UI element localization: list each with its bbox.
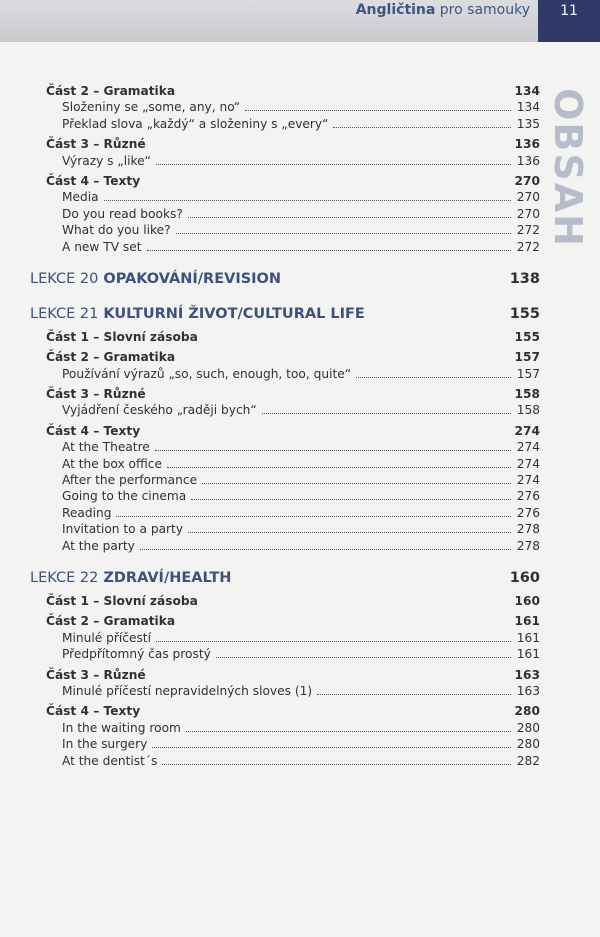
toc-item	[30, 440, 540, 456]
toc-part-page: 136	[514, 137, 540, 152]
toc-item-page: 280	[516, 720, 540, 735]
toc-item-label: In the surgery	[62, 737, 148, 752]
toc-item-page: 276	[516, 505, 540, 520]
lesson-title: KULTURNÍ ŽIVOT/CULTURAL LIFE	[103, 305, 365, 322]
toc-item-page: 274	[516, 456, 540, 471]
header-bar	[0, 0, 600, 42]
toc-item	[30, 457, 540, 473]
toc-part-label: Část 3 – Různé	[46, 137, 146, 152]
toc-part	[30, 350, 540, 366]
toc-part	[30, 387, 540, 403]
toc-item-label: Překlad slova „každý“ a složeniny s „every“	[62, 116, 329, 131]
toc-item	[30, 403, 540, 419]
toc-item-page: 161	[516, 630, 540, 645]
toc-item	[30, 754, 540, 770]
toc-item-label: At the Theatre	[62, 440, 150, 455]
dot-leader	[156, 164, 511, 165]
dot-leader	[356, 377, 511, 378]
toc-item-label: Minulé příčestí nepravidelných sloves (1)	[62, 683, 313, 698]
toc-item-label: In the waiting room	[62, 720, 181, 735]
toc-item	[30, 684, 540, 700]
toc-item-label: Do you read books?	[62, 206, 183, 221]
toc-item-label: Složeniny se „some, any, no“	[62, 100, 241, 115]
contents-side-tab: OBSAH	[546, 88, 590, 248]
lesson-heading	[30, 271, 540, 291]
toc-part-label: Část 2 – Gramatika	[46, 614, 176, 629]
toc-part-label: Část 4 – Texty	[46, 423, 141, 438]
toc-item-label: Minulé příčestí	[62, 630, 151, 645]
book-title: Angličtina pro samouky	[355, 2, 530, 18]
toc-part-page: 280	[514, 704, 540, 719]
toc-part-page: 134	[514, 84, 540, 98]
toc-part-label: Část 3 – Různé	[46, 667, 146, 682]
toc-item-page: 161	[516, 647, 540, 662]
toc-item	[30, 539, 540, 555]
toc-item-label: After the performance	[62, 473, 198, 488]
toc-part	[30, 594, 540, 610]
toc-item-label: Výrazy s „like“	[62, 153, 151, 168]
toc-item-page: 272	[516, 223, 540, 238]
toc-part-page: 157	[514, 350, 540, 365]
dot-leader	[245, 110, 511, 111]
dot-leader	[152, 747, 511, 748]
dot-leader	[104, 200, 511, 201]
toc-part-label: Část 4 – Texty	[46, 704, 141, 719]
toc-item	[30, 207, 540, 223]
toc-item-label: What do you like?	[62, 223, 171, 238]
toc-part-page: 161	[514, 614, 540, 629]
dot-leader	[162, 764, 511, 765]
toc-item-page: 134	[516, 100, 540, 115]
lesson-heading	[30, 570, 540, 590]
toc-item	[30, 506, 540, 522]
toc-item-page: 136	[516, 153, 540, 168]
toc-item-page: 274	[516, 473, 540, 488]
toc-part	[30, 174, 540, 190]
lesson-number: LEKCE 20	[30, 270, 99, 287]
toc-item-page: 274	[516, 440, 540, 455]
toc-item-page: 158	[516, 403, 540, 418]
dot-leader	[202, 483, 511, 484]
dot-leader	[186, 731, 511, 732]
toc-item	[30, 223, 540, 239]
dot-leader	[167, 467, 511, 468]
toc-item-page: 280	[516, 737, 540, 752]
dot-leader	[262, 413, 511, 414]
toc-item-page: 272	[516, 239, 540, 254]
toc-item	[30, 737, 540, 753]
toc-item-label: Going to the cinema	[62, 489, 187, 504]
toc-item	[30, 154, 540, 170]
lesson-number: LEKCE 21	[30, 305, 99, 322]
dot-leader	[140, 549, 511, 550]
toc-item-label: Předpřítomný čas prostý	[62, 647, 211, 662]
table-of-contents	[30, 80, 540, 770]
toc-item-label: At the party	[62, 538, 135, 553]
toc-item	[30, 489, 540, 505]
toc-item-page: 163	[516, 683, 540, 698]
toc-item	[30, 100, 540, 116]
toc-item-page: 278	[516, 538, 540, 553]
toc-part-page: 270	[514, 173, 540, 188]
toc-item	[30, 190, 540, 206]
toc-part	[30, 330, 540, 346]
dot-leader	[188, 217, 511, 218]
toc-item-page: 270	[516, 190, 540, 205]
toc-item-label: Používání výrazů „so, such, enough, too, quite“	[62, 366, 352, 381]
toc-item	[30, 367, 540, 383]
toc-item-label: At the box office	[62, 456, 162, 471]
dot-leader	[188, 532, 511, 533]
toc-part-label: Část 2 – Gramatika	[46, 350, 176, 365]
dot-leader	[176, 233, 511, 234]
lesson-number: LEKCE 22	[30, 569, 99, 586]
lesson-title: ZDRAVÍ/HEALTH	[103, 569, 232, 586]
toc-item-page: 157	[516, 366, 540, 381]
dot-leader	[156, 641, 511, 642]
lesson-heading	[30, 306, 540, 326]
toc-item-page: 276	[516, 489, 540, 504]
toc-part-label: Část 4 – Texty	[46, 173, 141, 188]
toc-part-label: Část 3 – Různé	[46, 387, 146, 402]
toc-item-page: 282	[516, 753, 540, 768]
toc-part	[30, 424, 540, 440]
page-number: 11	[538, 0, 600, 42]
toc-item-label: At the dentist´s	[62, 753, 158, 768]
toc-part-label: Část 2 – Gramatika	[46, 84, 176, 98]
toc-item-label: Vyjádření českého „raději bych“	[62, 403, 257, 418]
toc-part-page: 274	[514, 423, 540, 438]
lesson-page: 160	[509, 569, 540, 586]
toc-part-page: 155	[514, 329, 540, 344]
lesson-page: 138	[509, 270, 540, 287]
toc-part-page: 158	[514, 387, 540, 402]
toc-part-page: 163	[514, 667, 540, 682]
dot-leader	[191, 499, 511, 500]
toc-item	[30, 647, 540, 663]
toc-part-label: Část 1 – Slovní zásoba	[46, 329, 198, 344]
dot-leader	[333, 127, 511, 128]
toc-part-page: 160	[514, 593, 540, 608]
toc-part	[30, 84, 540, 100]
dot-leader	[147, 250, 511, 251]
toc-part	[30, 614, 540, 630]
toc-item-page: 270	[516, 206, 540, 221]
toc-item-label: Reading	[62, 505, 112, 520]
toc-item-page: 278	[516, 522, 540, 537]
toc-part	[30, 137, 540, 153]
toc-item	[30, 473, 540, 489]
lesson-title: OPAKOVÁNÍ/REVISION	[103, 270, 282, 287]
dot-leader	[116, 516, 511, 517]
lesson-page: 155	[509, 305, 540, 322]
toc-item-page: 135	[516, 116, 540, 131]
toc-item	[30, 117, 540, 133]
toc-item-label: Invitation to a party	[62, 522, 184, 537]
toc-item-label: Media	[62, 190, 99, 205]
toc-item	[30, 721, 540, 737]
dot-leader	[317, 694, 511, 695]
toc-part	[30, 668, 540, 684]
toc-part-label: Část 1 – Slovní zásoba	[46, 593, 198, 608]
toc-item	[30, 240, 540, 256]
toc-item	[30, 631, 540, 647]
toc-item-label: A new TV set	[62, 239, 142, 254]
toc-part	[30, 704, 540, 720]
toc-item	[30, 522, 540, 538]
dot-leader	[216, 657, 511, 658]
dot-leader	[155, 450, 511, 451]
